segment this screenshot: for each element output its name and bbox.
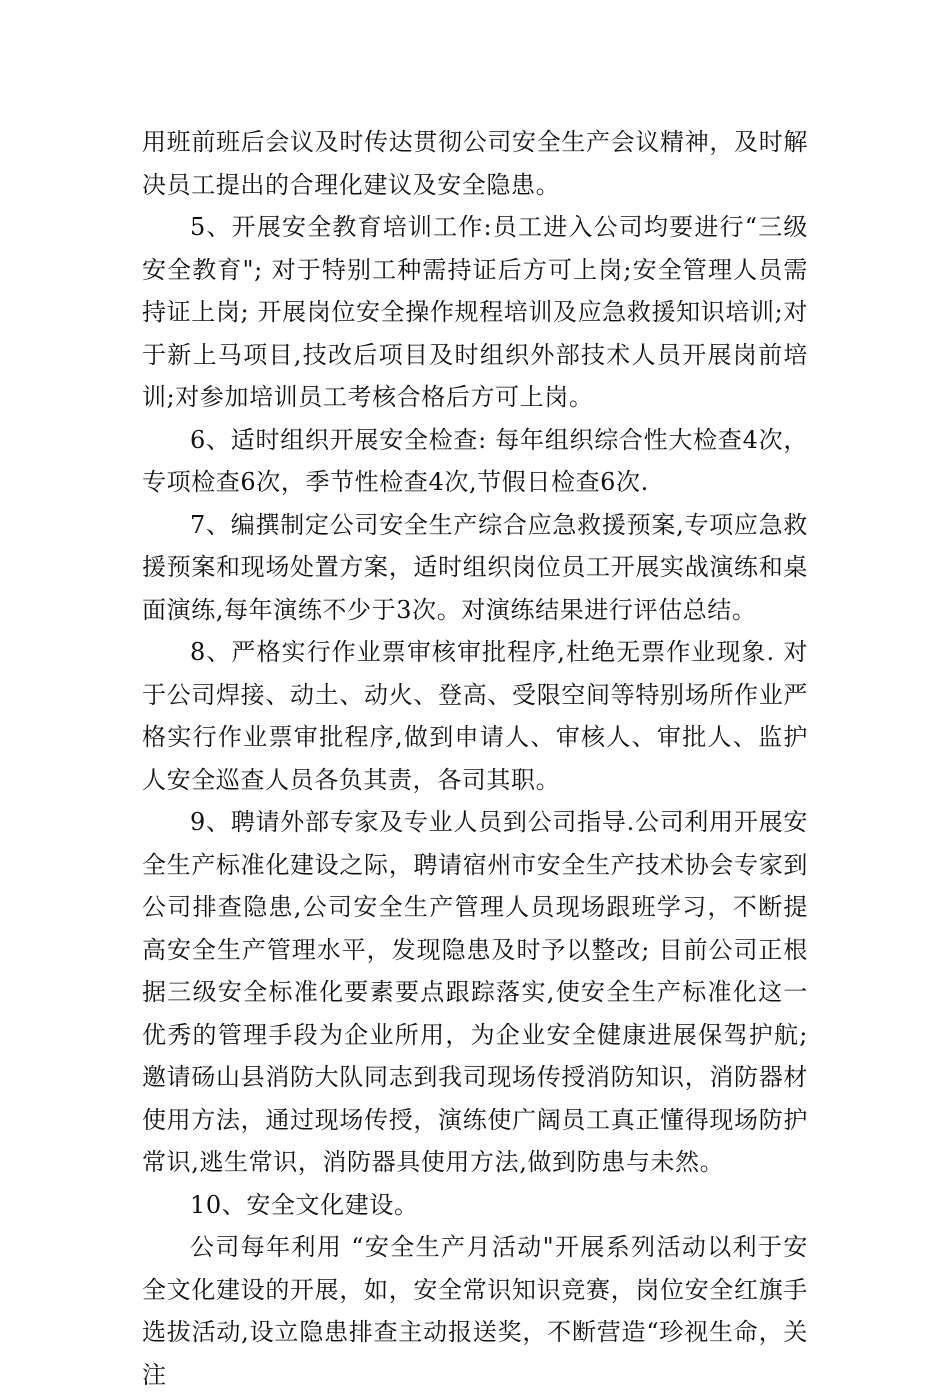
paragraph-item-9: 9、聘请外部专家及专业人员到公司指导.公司利用开展安全生产标准化建设之际，聘请宿州市安全生产技术协会专家到公司排查隐患,公司安全生产管理人员现场跟班学习，不断提高安全生产管理水平，发现隐患及时予以整改; 目前公司正根据三级安全标准化要素要点跟踪落实,使安全生产标准化这一优秀的管理手段为企业所用，为企业安全健康进展保驾护航;邀请砀山县消防大队同志到我司现场传授消防知识，消防器材使用方法，通过现场传授，演练使广阔员工真正懂得现场防护常识,逃生常识，消防器具使用方法,做到防患与未然。: [142, 808, 808, 1176]
paragraph-item-6: 6、适时组织开展安全检查: 每年组织综合性大检查4次，专项检查6次，季节性检查4次,节假日检查6次.: [142, 425, 808, 496]
paragraph-continuation: 用班前班后会议及时传达贯彻公司安全生产会议精神，及时解决员工提出的合理化建议及安全隐患。: [142, 128, 808, 199]
paragraph-item-5: 5、开展安全教育培训工作:员工进入公司均要进行“三级安全教育"; 对于特别工种需持证后方可上岗;安全管理人员需持证上岗; 开展岗位安全操作规程培训及应急救援知识培训;对于新上马项目,技改后项目及时组织外部技术人员开展岗前培训;对参加培训员工考核合格后方可上岗。: [142, 213, 808, 411]
paragraph-item-7: 7、编撰制定公司安全生产综合应急救援预案,专项应急救援预案和现场处置方案，适时组织岗位员工开展实战演练和桌面演练,每年演练不少于3次。对演练结果进行评估总结。: [142, 510, 808, 624]
document-body: [142, 121, 808, 1396]
paragraph-item-8: 8、严格实行作业票审核审批程序,杜绝无票作业现象. 对于公司焊接、动土、动火、登高、受限空间等特别场所作业严格实行作业票审批程序,做到申请人、审核人、审批人、监护人安全巡查人员各负其责，各司其职。: [142, 638, 808, 794]
paragraph-safety-culture: 公司每年利用 “安全生产月活动"开展系列活动以利于安全文化建设的开展，如，安全常识知识竞赛，岗位安全红旗手选拔活动,设立隐患排查主动报送奖，不断营造“珍视生命，关注: [142, 1233, 808, 1389]
paragraph-item-10: 10、安全文化建设。: [190, 1190, 419, 1219]
